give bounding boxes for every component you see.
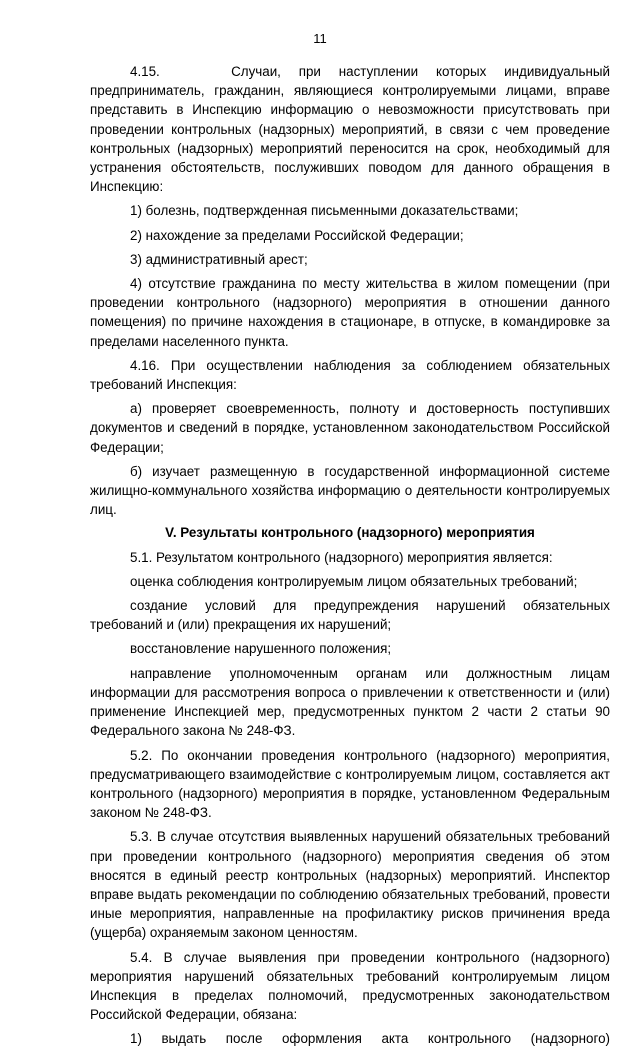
paragraph-4-16: 4.16. При осуществлении наблюдения за соблюдением обязательных требований Инспекция: — [90, 357, 610, 393]
paragraph-5-2: 5.2. По окончании проведения контрольного (надзорного) мероприятия, предусматривающего взаимодействие с контролируемым лицом, составляется акт контрольного (надзорного) мероприятия в порядке, установленном Федеральным законом № 248-ФЗ. — [90, 747, 610, 821]
list-item-1-issue: 1) выдать после оформления акта контрольного (надзорного) — [130, 1031, 610, 1047]
list-item-a: а) проверяет своевременность, полноту и достоверность поступивших документов и сведений в порядке, установленном законодательством Российской Федерации; — [90, 401, 610, 455]
result-item-referral: направление уполномоченным органам или должностным лицам информации для рассмотрения вопроса о привлечении к ответственности и (или) применение Инспекцией мер, предусмотренных пунктом 2 части 2 статьи 90 Федерального закона № 248-ФЗ. — [90, 665, 610, 739]
list-item-absence: 4) отсутствие гражданина по месту жительства в жилом помещении (при проведении контрольного (надзорного) мероприятия в отношении данного помещения) по причине нахождения в стационаре, в отпуске, в командировке за пределами населенного пункта. — [90, 276, 610, 349]
list-item-abroad: 2) нахождение за пределами Российской Федерации; — [130, 227, 464, 243]
paragraph-5-4: 5.4. В случае выявления при проведении контрольного (надзорного) мероприятия нарушений обязательных требований контролируемым лицом Инспекция в пределах полномочий, предусмотренных законодательством Российской Федерации, обязана: — [90, 949, 610, 1023]
list-item-arrest: 3) административный арест; — [130, 251, 308, 267]
page-number: 11 — [313, 31, 327, 46]
list-item-b: б) изучает размещенную в государственной информационной системе жилищно-коммунального хозяйства информацию о деятельности контролируемых лиц. — [90, 463, 610, 518]
list-item-illness: 1) болезнь, подтвержденная письменными доказательствами; — [130, 203, 519, 219]
document-body — [90, 62, 610, 1049]
paragraph-4-15: 4.15. Случаи, при наступлении которых индивидуальный предприниматель, гражданин, являющиеся контролируемыми лицами, вправе представить в Инспекцию информацию о невозможности присутствовать при проведении контрольных (надзорных) мероприятий, в связи с чем проведение контрольных (надзорных) мероприятий переносится на срок, необходимый для устранения обстоятельств, послуживших поводом для данного обращения в Инспекцию: — [90, 64, 610, 195]
paragraph-5-1: 5.1. Результатом контрольного (надзорного) мероприятия является: — [130, 549, 553, 565]
result-item-prevention: создание условий для предупреждения нарушений обязательных требований и (или) прекращения их нарушений; — [90, 598, 610, 633]
result-item-restoration: восстановление нарушенного положения; — [130, 641, 392, 657]
paragraph-5-3: 5.3. В случае отсутствия выявленных нарушений обязательных требований при проведении контрольного (надзорного) мероприятия сведения об этом вносятся в единый реестр контрольных (надзорных) мероприятий. Инспектор вправе выдать рекомендации по соблюдению обязательных требований, провести иные мероприятия, направленные на профилактику рисков причинения вреда (ущерба) охраняемым законом ценностям. — [90, 829, 610, 941]
section-heading: V. Результаты контрольного (надзорного) мероприятия — [165, 525, 535, 541]
result-item-assessment: оценка соблюдения контролируемым лицом обязательных требований; — [130, 573, 578, 589]
